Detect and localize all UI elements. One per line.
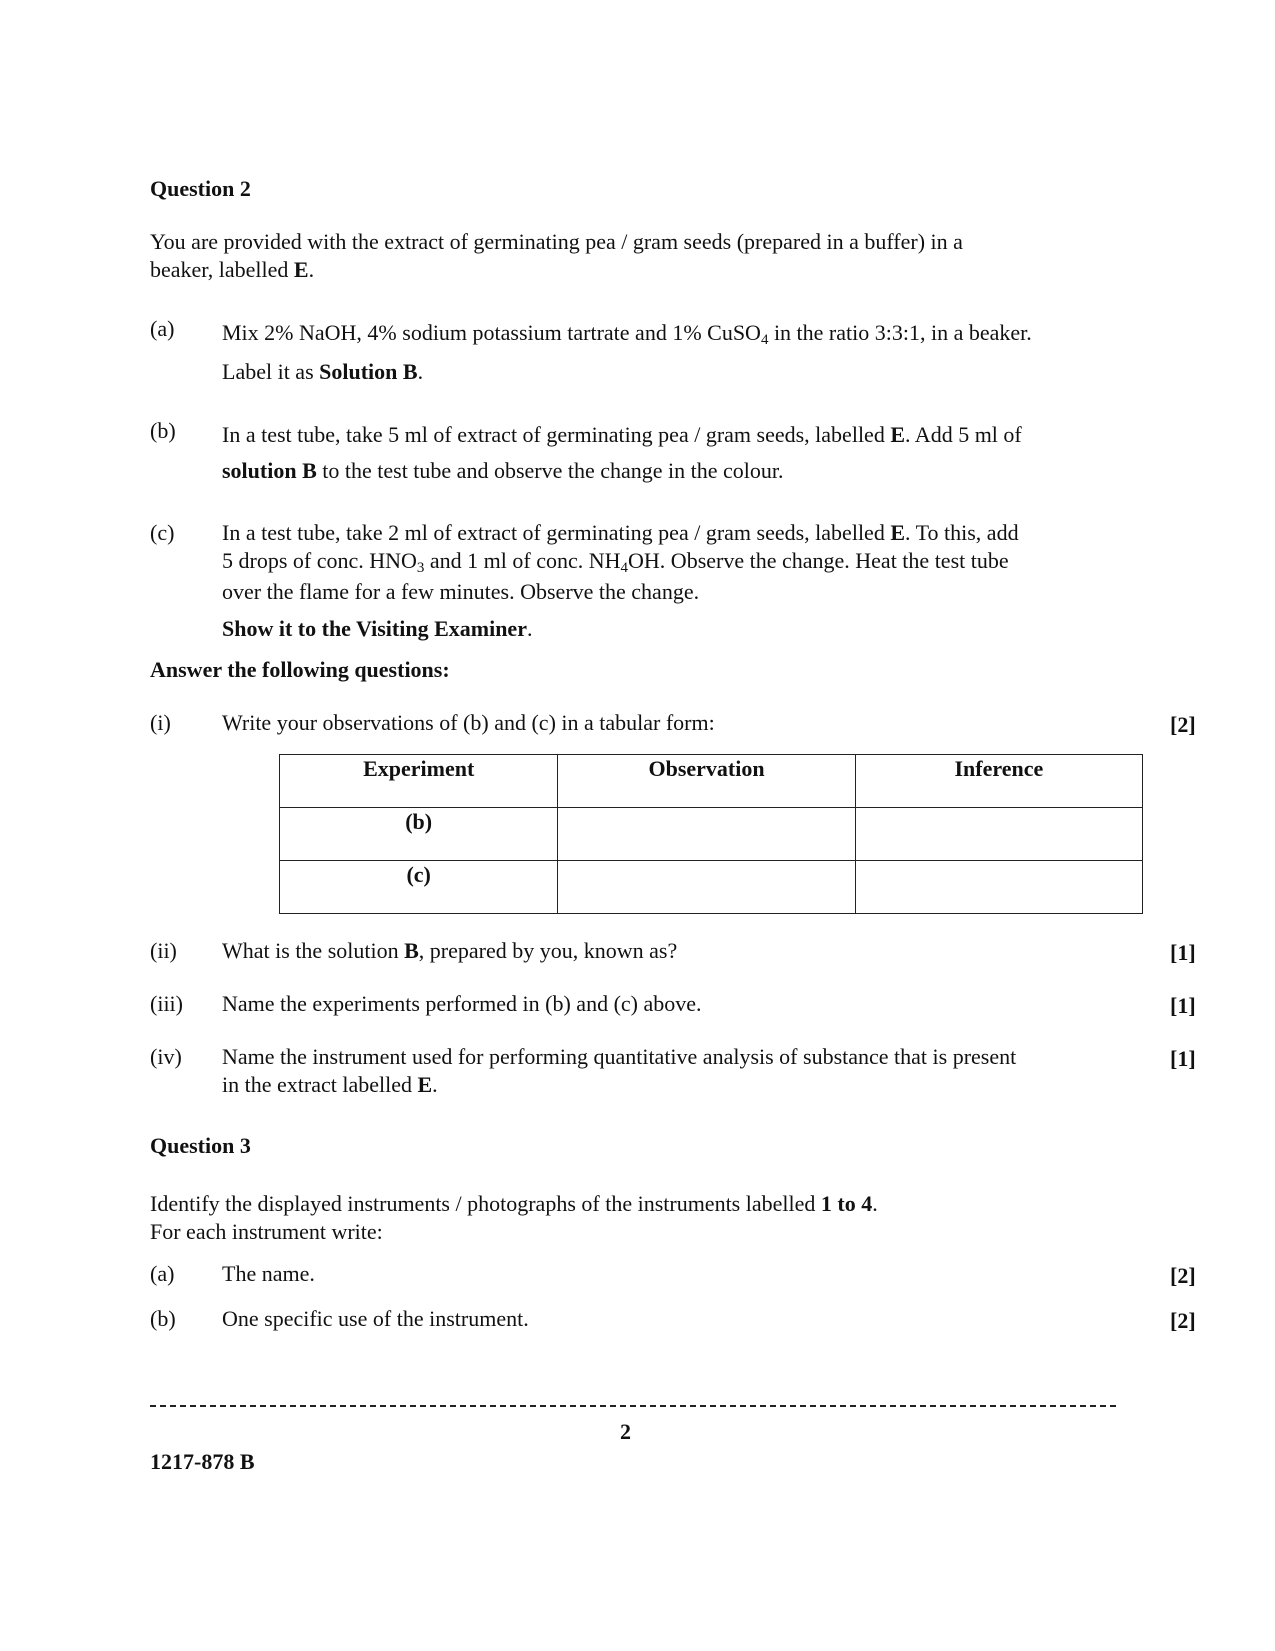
part-c-line2: 5 drops of conc. $HNO_3$ and 1 ml of conc. $NH_4OH$. Observe the change. Heat the test tube (222, 548, 1009, 576)
row-b-observation-cell[interactable] (558, 808, 855, 861)
page-number: 2 (620, 1419, 631, 1444)
q2-intro (150, 228, 1150, 284)
q3-intro-line1: Identify the displayed instruments / photographs of the instruments labelled 1 to 4. (150, 1191, 878, 1216)
answer-heading: Answer the following questions: (150, 657, 450, 682)
paper-code: 1217-878 B (150, 1449, 255, 1474)
question-2-title: Question 2 (150, 176, 251, 201)
sub-iv-line1: Name the instrument used for performing quantitative analysis of substance that is present (222, 1044, 1017, 1069)
q3-intro-line2: For each instrument write: (150, 1219, 383, 1244)
part-b-line2: solution B to the test tube and observe the change in the colour. (222, 458, 784, 483)
sub-iii-marks: [1] (1170, 993, 1196, 1018)
part-b-line1: In a test tube, take 5 ml of extract of germinating pea / gram seeds, labelled E. Add 5 ml of (222, 422, 1022, 447)
sub-i-marks: [2] (1170, 712, 1196, 737)
q3-part-b-label: (b) (150, 1306, 176, 1331)
q3-part-a-marks: [2] (1170, 1263, 1196, 1288)
part-a-label: (a) (150, 316, 175, 341)
sub-iv-label: (iv) (150, 1044, 182, 1069)
sub-ii-marks: [1] (1170, 940, 1196, 965)
part-c-text (222, 519, 1152, 606)
part-a-line1: Mix 2% NaOH, 4% sodium potassium tartrate and 1% CuSO$_4$ in the ratio 3:3:1, in a beaker. (222, 320, 1032, 348)
row-b-experiment: (b) (280, 808, 558, 861)
sub-iii-label: (iii) (150, 991, 183, 1016)
q3-part-b-marks: [2] (1170, 1308, 1196, 1333)
q3-part-a-text: The name. (222, 1261, 315, 1286)
sub-ii-label: (ii) (150, 938, 177, 963)
table-header-row (280, 755, 1143, 808)
q2-intro-line2: beaker, labelled E. (150, 257, 315, 282)
header-inference: Inference (855, 755, 1142, 808)
sub-i-text: Write your observations of (b) and (c) in a tabular form: (222, 710, 715, 735)
footer-divider (150, 1405, 1116, 1407)
part-c-label: (c) (150, 520, 175, 545)
row-c-experiment: (c) (280, 861, 558, 914)
table-row (280, 808, 1143, 861)
header-observation: Observation (558, 755, 855, 808)
part-a-line2: Label it as Solution B. (222, 359, 424, 384)
part-b-label: (b) (150, 418, 176, 443)
question-3-title: Question 3 (150, 1133, 251, 1158)
part-a-text (222, 315, 1152, 390)
row-c-inference-cell[interactable] (855, 861, 1142, 914)
header-experiment: Experiment (280, 755, 558, 808)
observation-table (279, 754, 1143, 914)
sub-iv-marks: [1] (1170, 1046, 1196, 1071)
table-row (280, 861, 1143, 914)
sub-iv-line2: in the extract labelled E. (222, 1072, 438, 1097)
q3-intro (150, 1190, 1150, 1246)
q3-part-b-text: One specific use of the instrument. (222, 1306, 529, 1331)
part-b-text (222, 417, 1152, 489)
sub-iii-text: Name the experiments performed in (b) and (c) above. (222, 991, 702, 1016)
sub-ii-text: What is the solution B, prepared by you, known as? (222, 938, 678, 963)
q2-intro-line1: You are provided with the extract of germinating pea / gram seeds (prepared in a buffer) in a (150, 229, 963, 254)
sub-i-label: (i) (150, 710, 171, 735)
row-c-observation-cell[interactable] (558, 861, 855, 914)
sub-iv-text (222, 1043, 1144, 1099)
part-c-line3: over the flame for a few minutes. Observe the change. (222, 579, 700, 604)
q3-part-a-label: (a) (150, 1261, 175, 1286)
show-examiner-note: Show it to the Visiting Examiner. (222, 616, 533, 641)
row-b-inference-cell[interactable] (855, 808, 1142, 861)
part-c-line1: In a test tube, take 2 ml of extract of germinating pea / gram seeds, labelled E. To this, add (222, 520, 1019, 545)
